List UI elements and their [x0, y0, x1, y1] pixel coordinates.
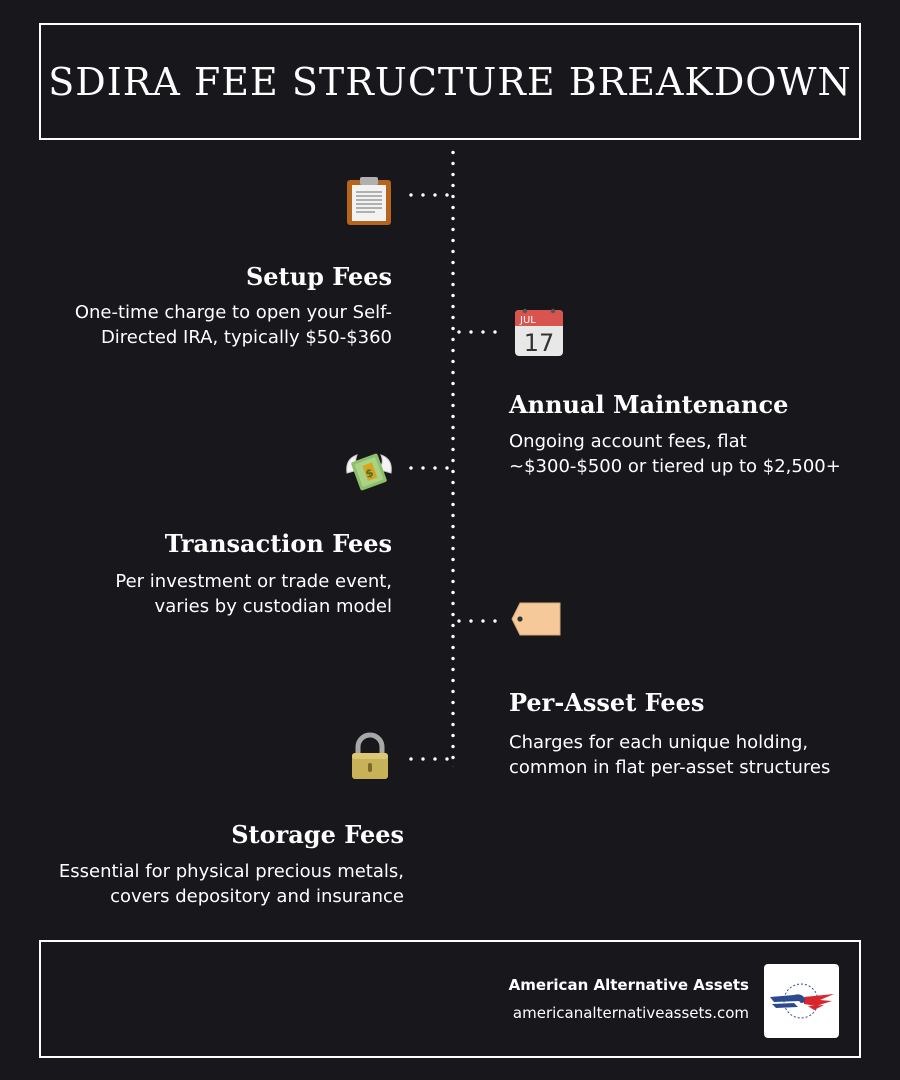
calendar-icon: [513, 306, 565, 358]
storage-fees-description: [59, 859, 404, 909]
brand-name: American Alternative Assets: [508, 976, 749, 994]
transaction-fees-description: [115, 569, 392, 619]
footer-box: [39, 940, 861, 1058]
connector-storage-fees: [405, 757, 453, 761]
transaction-fees-title: Transaction Fees: [164, 529, 392, 558]
eagle-logo-icon: [764, 964, 839, 1038]
storage-fees-desc-line-2: covers depository and insurance: [110, 886, 404, 907]
setup-fees-desc-line-1: One-time charge to open your Self-: [74, 302, 392, 323]
storage-fees-title: Storage Fees: [231, 820, 404, 849]
transaction-fees-desc-line-1: Per investment or trade event,: [115, 571, 392, 592]
timeline-line: [451, 147, 455, 767]
connector-transaction-fees: [405, 466, 453, 470]
title-box: [39, 23, 861, 140]
page-title: SDIRA FEE STRUCTURE BREAKDOWN: [48, 59, 852, 104]
setup-fees-title: Setup Fees: [245, 262, 392, 291]
setup-fees-description: [75, 300, 392, 350]
calendar-day: 17: [523, 329, 555, 357]
connector-annual-maintenance: [453, 330, 503, 334]
setup-fees-desc-line-2: Directed IRA, typically $50-$360: [100, 327, 392, 348]
money-with-wings-icon: [343, 443, 395, 495]
annual-maintenance-desc-line-2: ~$300-$500 or tiered up to $2,500+: [509, 456, 841, 477]
connector-setup-fees: [405, 193, 453, 197]
brand-url[interactable]: americanalternativeassets.com: [512, 1004, 749, 1022]
storage-fees-desc-line-1: Essential for physical precious metals,: [58, 861, 404, 882]
padlock-icon: [344, 731, 396, 783]
per-asset-fees-desc-line-1: Charges for each unique holding,: [509, 732, 809, 753]
per-asset-fees-title: Per-Asset Fees: [509, 688, 705, 717]
per-asset-fees-description: [509, 730, 830, 780]
transaction-fees-desc-line-2: varies by custodian model: [154, 596, 392, 617]
calendar-month: JUL: [520, 315, 536, 326]
annual-maintenance-description: [509, 429, 841, 479]
annual-maintenance-desc-line-1: Ongoing account fees, flat: [509, 431, 747, 452]
annual-maintenance-title: Annual Maintenance: [509, 390, 789, 419]
price-tag-icon: [510, 595, 562, 647]
per-asset-fees-desc-line-2: common in flat per-asset structures: [509, 757, 831, 778]
svg-text:$: $: [363, 465, 376, 481]
clipboard-icon: [343, 175, 395, 227]
connector-per-asset-fees: [453, 619, 503, 623]
